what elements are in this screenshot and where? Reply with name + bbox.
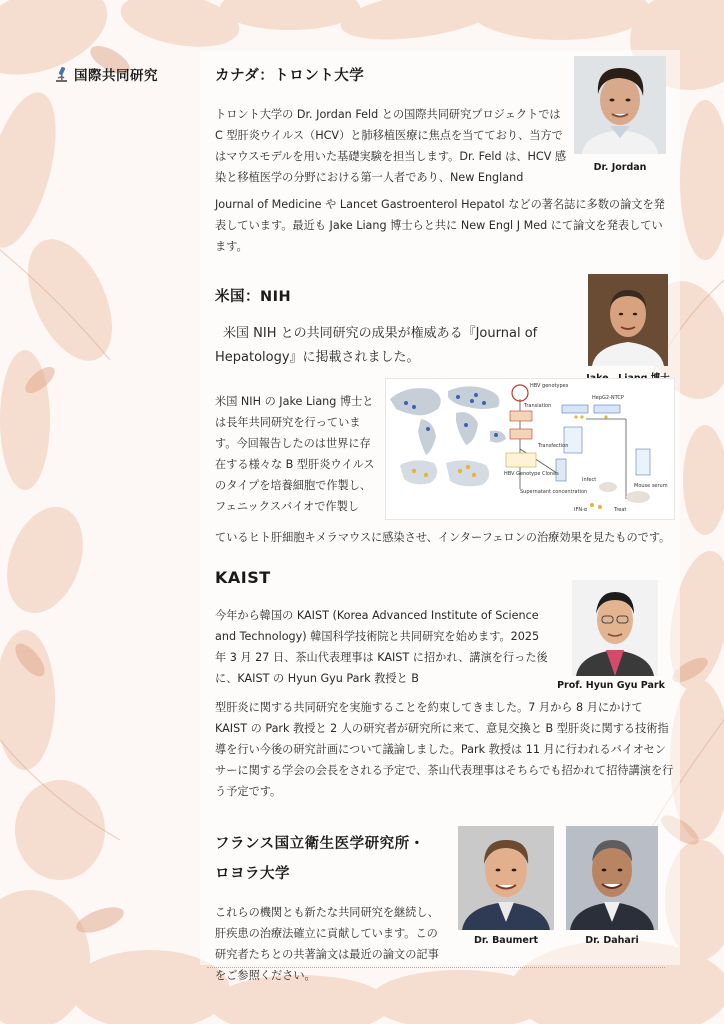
- section-label-text: 国際共同研究: [74, 68, 158, 84]
- figure-label-ifn: IFN-α: [574, 507, 588, 513]
- baumert-photo: [458, 826, 554, 930]
- figure-label-treat: Treat: [614, 507, 627, 513]
- figure-label-serum: Mouse serum: [634, 483, 668, 489]
- dahari-caption: Dr. Dahari: [585, 935, 639, 946]
- microscope-icon: [53, 66, 70, 83]
- jordan-feld-photo: [574, 56, 666, 154]
- baumert-caption: Dr. Baumert: [473, 935, 539, 946]
- jordan-feld-caption: Dr. Jordan: [593, 162, 647, 173]
- toronto-para1: トロント大学の Dr. Jordan Feld との国際共同研究プロジェクトでは C 型肝炎ウイルス（HCV）と肺移植医療に焦点を当てており、当方ではマウスモデルを用いた基礎実験を担当します。Dr. Feld は、HCV 感染と移植医学の分野における第一人者であり、New England: [215, 108, 567, 184]
- dahari-photo: [566, 826, 658, 930]
- toronto-para2: Journal of Medicine や Lancet Gastroenterol Hepatol などの著名誌に多数の論文を発表しています。最近も Jake Liang 博士らと共に New Engl J Med にて論文を発表しています。: [215, 198, 665, 253]
- hyun-gyu-park-caption: Prof. Hyun Gyu Park: [557, 680, 665, 691]
- france-heading-line1: フランス国立衛生医学研究所・: [215, 836, 425, 852]
- figure-label-infect: Infect: [582, 477, 597, 483]
- nih-para-full: ているヒト肝細胞キメラマウスに感染させ、インターフェロンの治療効果を見たものです。: [215, 531, 671, 544]
- figure-label-supernatant: Supernatant concentration: [520, 489, 588, 495]
- jake-liang-photo: [588, 274, 668, 366]
- figure-label-transfection: Transfection: [538, 443, 569, 449]
- kaist-para1: 今年から韓国の KAIST (Korea Advanced Institute of Science and Technology) 韓国科学技術院と共同研究を始めます。2025 年 3 月 27 日、茶山代表理事は KAIST に招かれ、講演を行った後に、KAIST の Hyun Gyu Park 教授と B: [215, 609, 548, 685]
- toronto-heading: カナダ：トロント大学: [215, 68, 365, 84]
- figure-label-ntcp: HepG2-NTCP: [592, 395, 624, 401]
- figure-label-translation: Translation: [524, 403, 552, 409]
- figure-label-genotypes: HBV genotypes: [530, 383, 569, 389]
- figure-label-clones: HBV Genotype Clones: [504, 471, 559, 477]
- kaist-para2: 型肝炎に関する共同研究を実施することを約束してきました。7 月から 8 月にかけて KAIST の Park 教授と 2 人の研究者が研究所に来て、意見交換と B 型肝炎に関する技術指導を行い今後の研究計画について議論しました。Park 教授は 11 月に行われるバイオセンサーに関する学会の会長をされる予定で、茶山代表理事はそちらでも招かれて招待講演を行う予定です。: [215, 701, 674, 798]
- france-heading-line2: ロヨラ大学: [215, 866, 290, 882]
- nih-heading: 米国：NIH: [215, 289, 292, 305]
- hyun-gyu-park-photo: [572, 580, 658, 676]
- nih-para-side: 米国 NIH の Jake Liang 博士とは長年共同研究を行っています。今回報告したのは世界に存在する様々な B 型肝炎ウイルスのタイプを培養細胞で作製し、フェニックスバイオで作製し: [215, 395, 375, 513]
- bottom-divider: [207, 967, 665, 968]
- world-map: [390, 386, 506, 455]
- kaist-heading: KAIST: [215, 568, 271, 587]
- nih-lead: 米国 NIH との共同研究の成果が権威ある『Journal of Hepatology』に掲載されました。: [215, 326, 538, 365]
- hbv-research-figure: [385, 378, 675, 520]
- section-label: [53, 64, 158, 84]
- france-para: これらの機関とも新たな共同研究を継続し、肝疾患の治療法確立に貢献しています。この研究者たちとの共著論文は最近の論文の記事をご参照ください。: [215, 906, 439, 982]
